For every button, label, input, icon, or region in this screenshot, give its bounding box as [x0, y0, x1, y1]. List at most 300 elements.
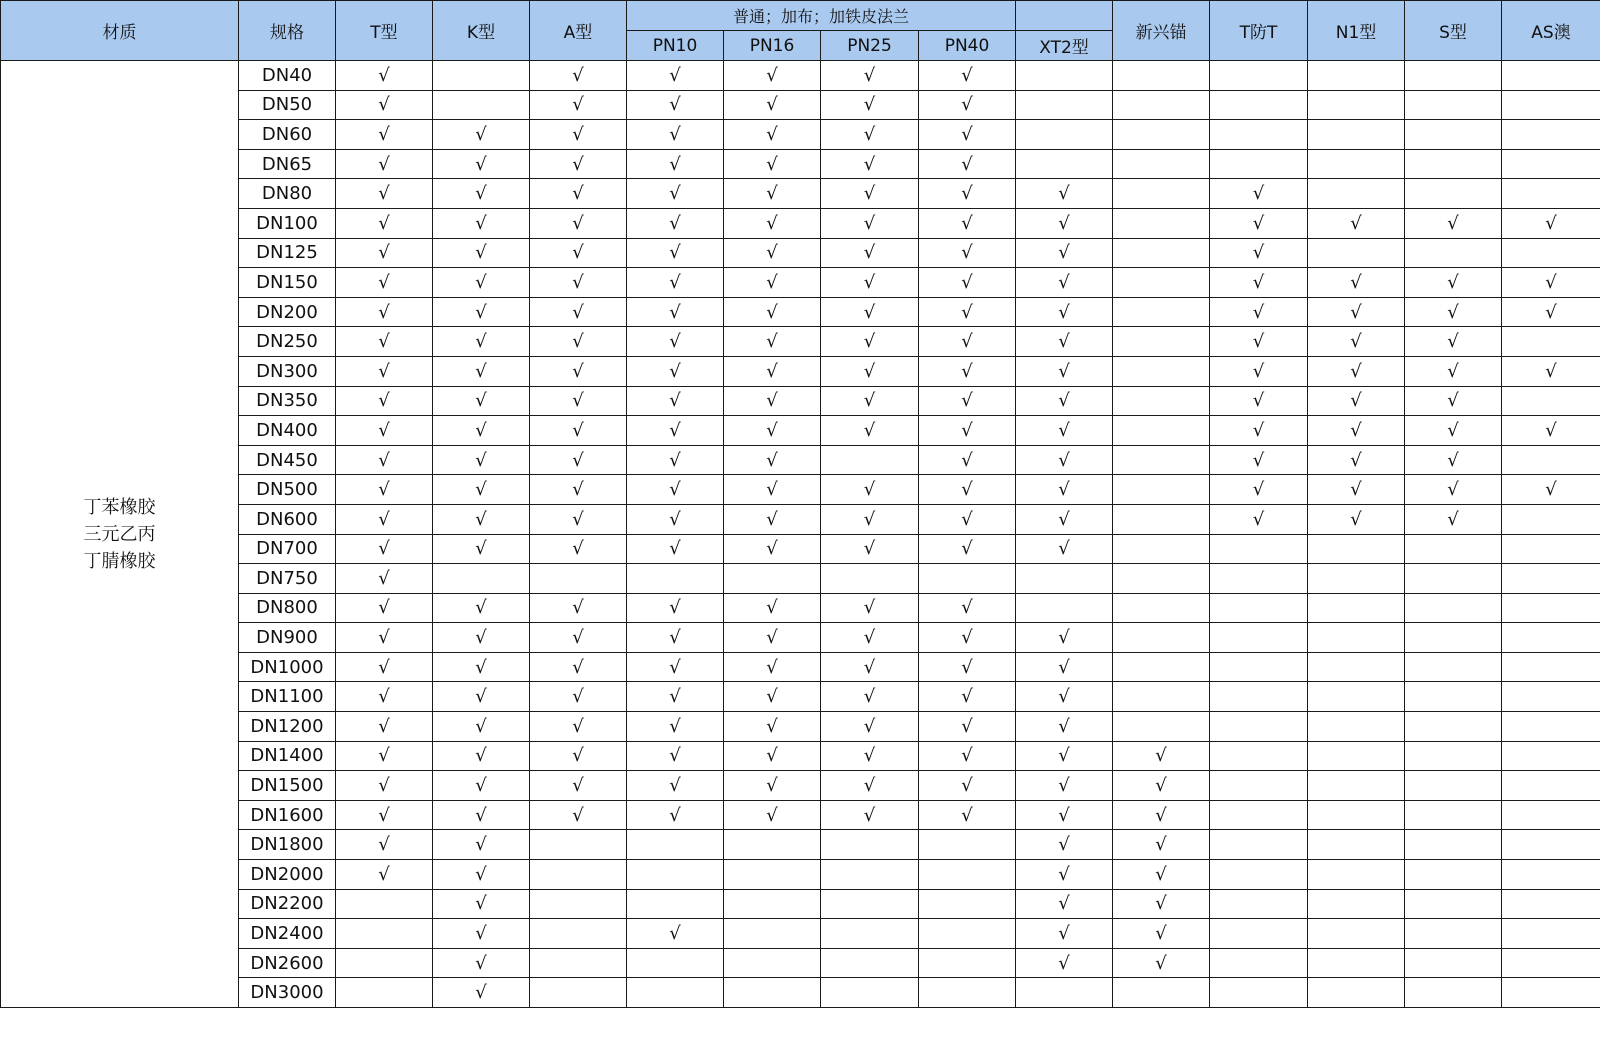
mark-cell-pn16: [724, 61, 821, 91]
mark-cell-pn25: [821, 475, 919, 505]
check-mark: √: [1252, 242, 1265, 264]
mark-cell-xt2: [1016, 208, 1113, 238]
check-mark: √: [766, 331, 778, 353]
check-mark: √: [1058, 449, 1070, 471]
mark-cell-pn40: [919, 61, 1016, 91]
mark-cell-pn40: [919, 416, 1016, 446]
check-mark: √: [961, 242, 973, 264]
mark-cell-xt2: [1016, 179, 1113, 209]
mark-cell-as: [1502, 978, 1600, 1008]
spec-cell: DN2200: [239, 889, 336, 919]
check-mark: √: [475, 923, 487, 945]
mark-cell-n1: [1308, 90, 1405, 120]
check-mark: √: [475, 982, 487, 1004]
mark-cell-k: [433, 919, 530, 949]
mark-cell-k: [433, 534, 530, 564]
check-mark: √: [475, 656, 487, 678]
mark-cell-pn10: [627, 682, 724, 712]
check-mark: √: [766, 715, 778, 737]
check-mark: √: [669, 538, 681, 560]
mark-cell-xt2: [1016, 238, 1113, 268]
check-mark: √: [475, 123, 487, 145]
mark-cell-s: [1405, 534, 1502, 564]
mark-cell-s: [1405, 149, 1502, 179]
mark-cell-pn10: [627, 830, 724, 860]
mark-cell-k: [433, 504, 530, 534]
mark-cell-xt2: [1016, 978, 1113, 1008]
check-mark: √: [863, 301, 876, 323]
check-mark: √: [1058, 627, 1070, 649]
check-mark: √: [961, 508, 973, 530]
mark-cell-xinxing: [1113, 830, 1210, 860]
mark-cell-pn16: [724, 800, 821, 830]
mark-cell-k: [433, 386, 530, 416]
table-row: [1, 652, 1600, 682]
mark-cell-pn10: [627, 593, 724, 623]
check-mark: √: [1350, 331, 1362, 353]
check-mark: √: [378, 715, 390, 737]
check-mark: √: [1058, 419, 1070, 441]
check-mark: √: [766, 153, 778, 175]
mark-cell-k: [433, 889, 530, 919]
check-mark: √: [1058, 212, 1070, 234]
mark-cell-n1: [1308, 416, 1405, 446]
check-mark: √: [475, 390, 487, 412]
mark-cell-pn16: [724, 120, 821, 150]
mark-cell-pn16: [724, 652, 821, 682]
mark-cell-as: [1502, 356, 1600, 386]
mark-cell-pn16: [724, 297, 821, 327]
check-mark: √: [961, 212, 973, 234]
mark-cell-as: [1502, 682, 1600, 712]
check-mark: √: [669, 923, 681, 945]
check-mark: √: [475, 331, 487, 353]
mark-cell-pn40: [919, 327, 1016, 357]
check-mark: √: [961, 449, 973, 471]
mark-cell-xt2: [1016, 149, 1113, 179]
mark-cell-pn40: [919, 445, 1016, 475]
mark-cell-t: [336, 416, 433, 446]
table-row: [1, 268, 1600, 298]
mark-cell-n1: [1308, 741, 1405, 771]
table-row: [1, 800, 1600, 830]
mark-cell-xt2: [1016, 475, 1113, 505]
mark-cell-t: [336, 238, 433, 268]
check-mark: √: [669, 64, 681, 86]
check-mark: √: [1252, 449, 1265, 471]
table-row: [1, 534, 1600, 564]
mark-cell-xinxing: [1113, 179, 1210, 209]
mark-cell-pn10: [627, 208, 724, 238]
mark-cell-pn40: [919, 741, 1016, 771]
mark-cell-pn25: [821, 741, 919, 771]
check-mark: √: [766, 271, 778, 293]
mark-cell-xt2: [1016, 860, 1113, 890]
mark-cell-t: [336, 919, 433, 949]
spec-cell: DN450: [239, 445, 336, 475]
mark-cell-s: [1405, 386, 1502, 416]
mark-cell-xt2: [1016, 268, 1113, 298]
mark-cell-pn10: [627, 356, 724, 386]
mark-cell-as: [1502, 208, 1600, 238]
check-mark: √: [766, 360, 778, 382]
check-mark: √: [961, 271, 973, 293]
check-mark: √: [766, 479, 778, 501]
mark-cell-xinxing: [1113, 504, 1210, 534]
check-mark: √: [863, 538, 876, 560]
mark-cell-pn10: [627, 741, 724, 771]
mark-cell-k: [433, 208, 530, 238]
check-mark: √: [378, 834, 390, 856]
mark-cell-pn40: [919, 208, 1016, 238]
check-mark: √: [1447, 301, 1459, 323]
mark-cell-pn10: [627, 61, 724, 91]
check-mark: √: [863, 745, 876, 767]
check-mark: √: [475, 508, 487, 530]
mark-cell-s: [1405, 504, 1502, 534]
mark-cell-pn25: [821, 179, 919, 209]
mark-cell-pn10: [627, 238, 724, 268]
check-mark: √: [961, 804, 973, 826]
mark-cell-xt2: [1016, 919, 1113, 949]
mark-cell-a: [530, 356, 627, 386]
spec-cell: DN1400: [239, 741, 336, 771]
check-mark: √: [863, 597, 876, 619]
spec-cell: DN3000: [239, 978, 336, 1008]
check-mark: √: [475, 153, 487, 175]
mark-cell-xt2: [1016, 652, 1113, 682]
mark-cell-tft: [1210, 593, 1308, 623]
table-row: [1, 445, 1600, 475]
mark-cell-s: [1405, 860, 1502, 890]
spec-cell: DN100: [239, 208, 336, 238]
check-mark: √: [766, 745, 778, 767]
mark-cell-t: [336, 120, 433, 150]
mark-cell-t: [336, 534, 433, 564]
table-row: [1, 149, 1600, 179]
mark-cell-pn40: [919, 800, 1016, 830]
mark-cell-s: [1405, 741, 1502, 771]
check-mark: √: [378, 686, 390, 708]
mark-cell-tft: [1210, 356, 1308, 386]
mark-cell-pn40: [919, 889, 1016, 919]
mark-cell-tft: [1210, 830, 1308, 860]
material-cell: [1, 61, 239, 1008]
mark-cell-xt2: [1016, 948, 1113, 978]
mark-cell-pn10: [627, 771, 724, 801]
mark-cell-xinxing: [1113, 593, 1210, 623]
table-row: [1, 475, 1600, 505]
mark-cell-a: [530, 623, 627, 653]
header-pn25: PN25: [821, 31, 919, 61]
check-mark: √: [863, 64, 876, 86]
check-mark: √: [961, 419, 973, 441]
mark-cell-a: [530, 652, 627, 682]
mark-cell-n1: [1308, 860, 1405, 890]
check-mark: √: [1447, 331, 1459, 353]
mark-cell-as: [1502, 712, 1600, 742]
check-mark: √: [669, 271, 681, 293]
mark-cell-k: [433, 800, 530, 830]
mark-cell-as: [1502, 327, 1600, 357]
check-mark: √: [572, 538, 584, 560]
mark-cell-pn16: [724, 356, 821, 386]
mark-cell-xt2: [1016, 682, 1113, 712]
mark-cell-as: [1502, 179, 1600, 209]
spec-cell: DN350: [239, 386, 336, 416]
mark-cell-a: [530, 90, 627, 120]
header-material: 材质: [1, 1, 239, 61]
mark-cell-pn40: [919, 149, 1016, 179]
mark-cell-t: [336, 386, 433, 416]
mark-cell-as: [1502, 889, 1600, 919]
header-as-au: AS澳: [1502, 1, 1600, 61]
check-mark: √: [378, 212, 390, 234]
check-mark: √: [766, 508, 778, 530]
mark-cell-t: [336, 179, 433, 209]
header-xinxing: 新兴锚: [1113, 1, 1210, 61]
mark-cell-xinxing: [1113, 327, 1210, 357]
check-mark: √: [863, 242, 876, 264]
check-mark: √: [475, 863, 487, 885]
check-mark: √: [1350, 419, 1362, 441]
check-mark: √: [961, 479, 973, 501]
mark-cell-xt2: [1016, 327, 1113, 357]
check-mark: √: [378, 390, 390, 412]
check-mark: √: [1350, 390, 1362, 412]
mark-cell-tft: [1210, 475, 1308, 505]
check-mark: √: [572, 390, 584, 412]
mark-cell-n1: [1308, 445, 1405, 475]
check-mark: √: [1058, 360, 1070, 382]
check-mark: √: [669, 656, 681, 678]
check-mark: √: [863, 419, 876, 441]
mark-cell-xinxing: [1113, 534, 1210, 564]
check-mark: √: [1350, 360, 1362, 382]
mark-cell-s: [1405, 416, 1502, 446]
check-mark: √: [1447, 479, 1459, 501]
mark-cell-xinxing: [1113, 919, 1210, 949]
check-mark: √: [766, 449, 778, 471]
mark-cell-tft: [1210, 268, 1308, 298]
mark-cell-n1: [1308, 120, 1405, 150]
spec-cell: DN60: [239, 120, 336, 150]
check-mark: √: [1058, 242, 1070, 264]
mark-cell-n1: [1308, 534, 1405, 564]
check-mark: √: [669, 449, 681, 471]
mark-cell-a: [530, 830, 627, 860]
table-body: [1, 61, 1600, 1008]
mark-cell-n1: [1308, 948, 1405, 978]
check-mark: √: [475, 893, 487, 915]
mark-cell-xt2: [1016, 889, 1113, 919]
spec-cell: DN900: [239, 623, 336, 653]
check-mark: √: [378, 745, 390, 767]
mark-cell-a: [530, 208, 627, 238]
check-mark: √: [572, 508, 584, 530]
mark-cell-pn10: [627, 149, 724, 179]
check-mark: √: [961, 775, 973, 797]
check-mark: √: [572, 597, 584, 619]
check-mark: √: [1155, 893, 1167, 915]
mark-cell-n1: [1308, 682, 1405, 712]
table-row: [1, 712, 1600, 742]
material-name: 丁腈橡胶: [83, 550, 156, 572]
mark-cell-k: [433, 268, 530, 298]
mark-cell-as: [1502, 268, 1600, 298]
mark-cell-n1: [1308, 149, 1405, 179]
check-mark: √: [863, 715, 876, 737]
mark-cell-xinxing: [1113, 386, 1210, 416]
check-mark: √: [572, 686, 584, 708]
mark-cell-pn16: [724, 179, 821, 209]
table-row: [1, 948, 1600, 978]
mark-cell-pn10: [627, 889, 724, 919]
mark-cell-pn16: [724, 238, 821, 268]
check-mark: √: [669, 153, 681, 175]
mark-cell-xt2: [1016, 830, 1113, 860]
mark-cell-as: [1502, 800, 1600, 830]
table-row: [1, 741, 1600, 771]
check-mark: √: [1058, 775, 1070, 797]
mark-cell-pn40: [919, 268, 1016, 298]
check-mark: √: [572, 360, 584, 382]
mark-cell-xt2: [1016, 90, 1113, 120]
mark-cell-as: [1502, 741, 1600, 771]
check-mark: √: [669, 301, 681, 323]
check-mark: √: [863, 656, 876, 678]
mark-cell-pn25: [821, 445, 919, 475]
check-mark: √: [1155, 775, 1167, 797]
mark-cell-tft: [1210, 652, 1308, 682]
mark-cell-xt2: [1016, 771, 1113, 801]
mark-cell-pn25: [821, 61, 919, 91]
mark-cell-xt2: [1016, 712, 1113, 742]
header-t-type: T型: [336, 1, 433, 61]
table-row: [1, 327, 1600, 357]
check-mark: √: [1350, 449, 1362, 471]
check-mark: √: [669, 242, 681, 264]
check-mark: √: [1058, 804, 1070, 826]
mark-cell-pn40: [919, 712, 1016, 742]
mark-cell-xt2: [1016, 623, 1113, 653]
check-mark: √: [1058, 183, 1070, 205]
mark-cell-xinxing: [1113, 297, 1210, 327]
check-mark: √: [1350, 301, 1362, 323]
check-mark: √: [961, 390, 973, 412]
check-mark: √: [378, 183, 390, 205]
table-row: [1, 682, 1600, 712]
mark-cell-tft: [1210, 978, 1308, 1008]
check-mark: √: [378, 94, 390, 116]
mark-cell-pn40: [919, 771, 1016, 801]
mark-cell-pn10: [627, 978, 724, 1008]
mark-cell-pn40: [919, 504, 1016, 534]
mark-cell-pn10: [627, 800, 724, 830]
check-mark: √: [863, 183, 876, 205]
check-mark: √: [766, 94, 778, 116]
mark-cell-s: [1405, 978, 1502, 1008]
check-mark: √: [863, 153, 876, 175]
mark-cell-a: [530, 327, 627, 357]
mark-cell-t: [336, 771, 433, 801]
mark-cell-a: [530, 61, 627, 91]
check-mark: √: [475, 538, 487, 560]
check-mark: √: [572, 153, 584, 175]
mark-cell-n1: [1308, 268, 1405, 298]
mark-cell-s: [1405, 830, 1502, 860]
mark-cell-tft: [1210, 534, 1308, 564]
table-row: [1, 889, 1600, 919]
mark-cell-pn25: [821, 416, 919, 446]
mark-cell-pn16: [724, 416, 821, 446]
check-mark: √: [378, 123, 390, 145]
mark-cell-n1: [1308, 179, 1405, 209]
check-mark: √: [961, 123, 973, 145]
mark-cell-pn25: [821, 327, 919, 357]
mark-cell-s: [1405, 327, 1502, 357]
mark-cell-pn25: [821, 90, 919, 120]
check-mark: √: [572, 183, 584, 205]
mark-cell-k: [433, 149, 530, 179]
check-mark: √: [863, 94, 876, 116]
mark-cell-pn40: [919, 593, 1016, 623]
check-mark: √: [1350, 508, 1362, 530]
mark-cell-pn25: [821, 682, 919, 712]
table-row: [1, 593, 1600, 623]
check-mark: √: [1155, 952, 1167, 974]
check-mark: √: [1252, 360, 1265, 382]
mark-cell-as: [1502, 593, 1600, 623]
mark-cell-k: [433, 90, 530, 120]
mark-cell-pn16: [724, 445, 821, 475]
check-mark: √: [572, 212, 584, 234]
mark-cell-k: [433, 652, 530, 682]
mark-cell-tft: [1210, 327, 1308, 357]
check-mark: √: [378, 301, 390, 323]
check-mark: √: [766, 390, 778, 412]
check-mark: √: [766, 301, 778, 323]
mark-cell-a: [530, 800, 627, 830]
check-mark: √: [572, 715, 584, 737]
check-mark: √: [1447, 271, 1459, 293]
header-pn40: PN40: [919, 31, 1016, 61]
mark-cell-a: [530, 534, 627, 564]
table-row: [1, 771, 1600, 801]
mark-cell-as: [1502, 90, 1600, 120]
mark-cell-pn10: [627, 948, 724, 978]
mark-cell-pn25: [821, 120, 919, 150]
mark-cell-a: [530, 238, 627, 268]
mark-cell-k: [433, 238, 530, 268]
check-mark: √: [572, 419, 584, 441]
mark-cell-pn40: [919, 564, 1016, 594]
check-mark: √: [572, 123, 584, 145]
mark-cell-s: [1405, 475, 1502, 505]
mark-cell-n1: [1308, 919, 1405, 949]
mark-cell-pn10: [627, 416, 724, 446]
mark-cell-pn16: [724, 593, 821, 623]
mark-cell-xinxing: [1113, 238, 1210, 268]
mark-cell-pn16: [724, 534, 821, 564]
mark-cell-pn25: [821, 889, 919, 919]
check-mark: √: [1155, 834, 1167, 856]
mark-cell-a: [530, 889, 627, 919]
spec-cell: DN400: [239, 416, 336, 446]
check-mark: √: [475, 745, 487, 767]
mark-cell-a: [530, 297, 627, 327]
check-mark: √: [961, 183, 973, 205]
